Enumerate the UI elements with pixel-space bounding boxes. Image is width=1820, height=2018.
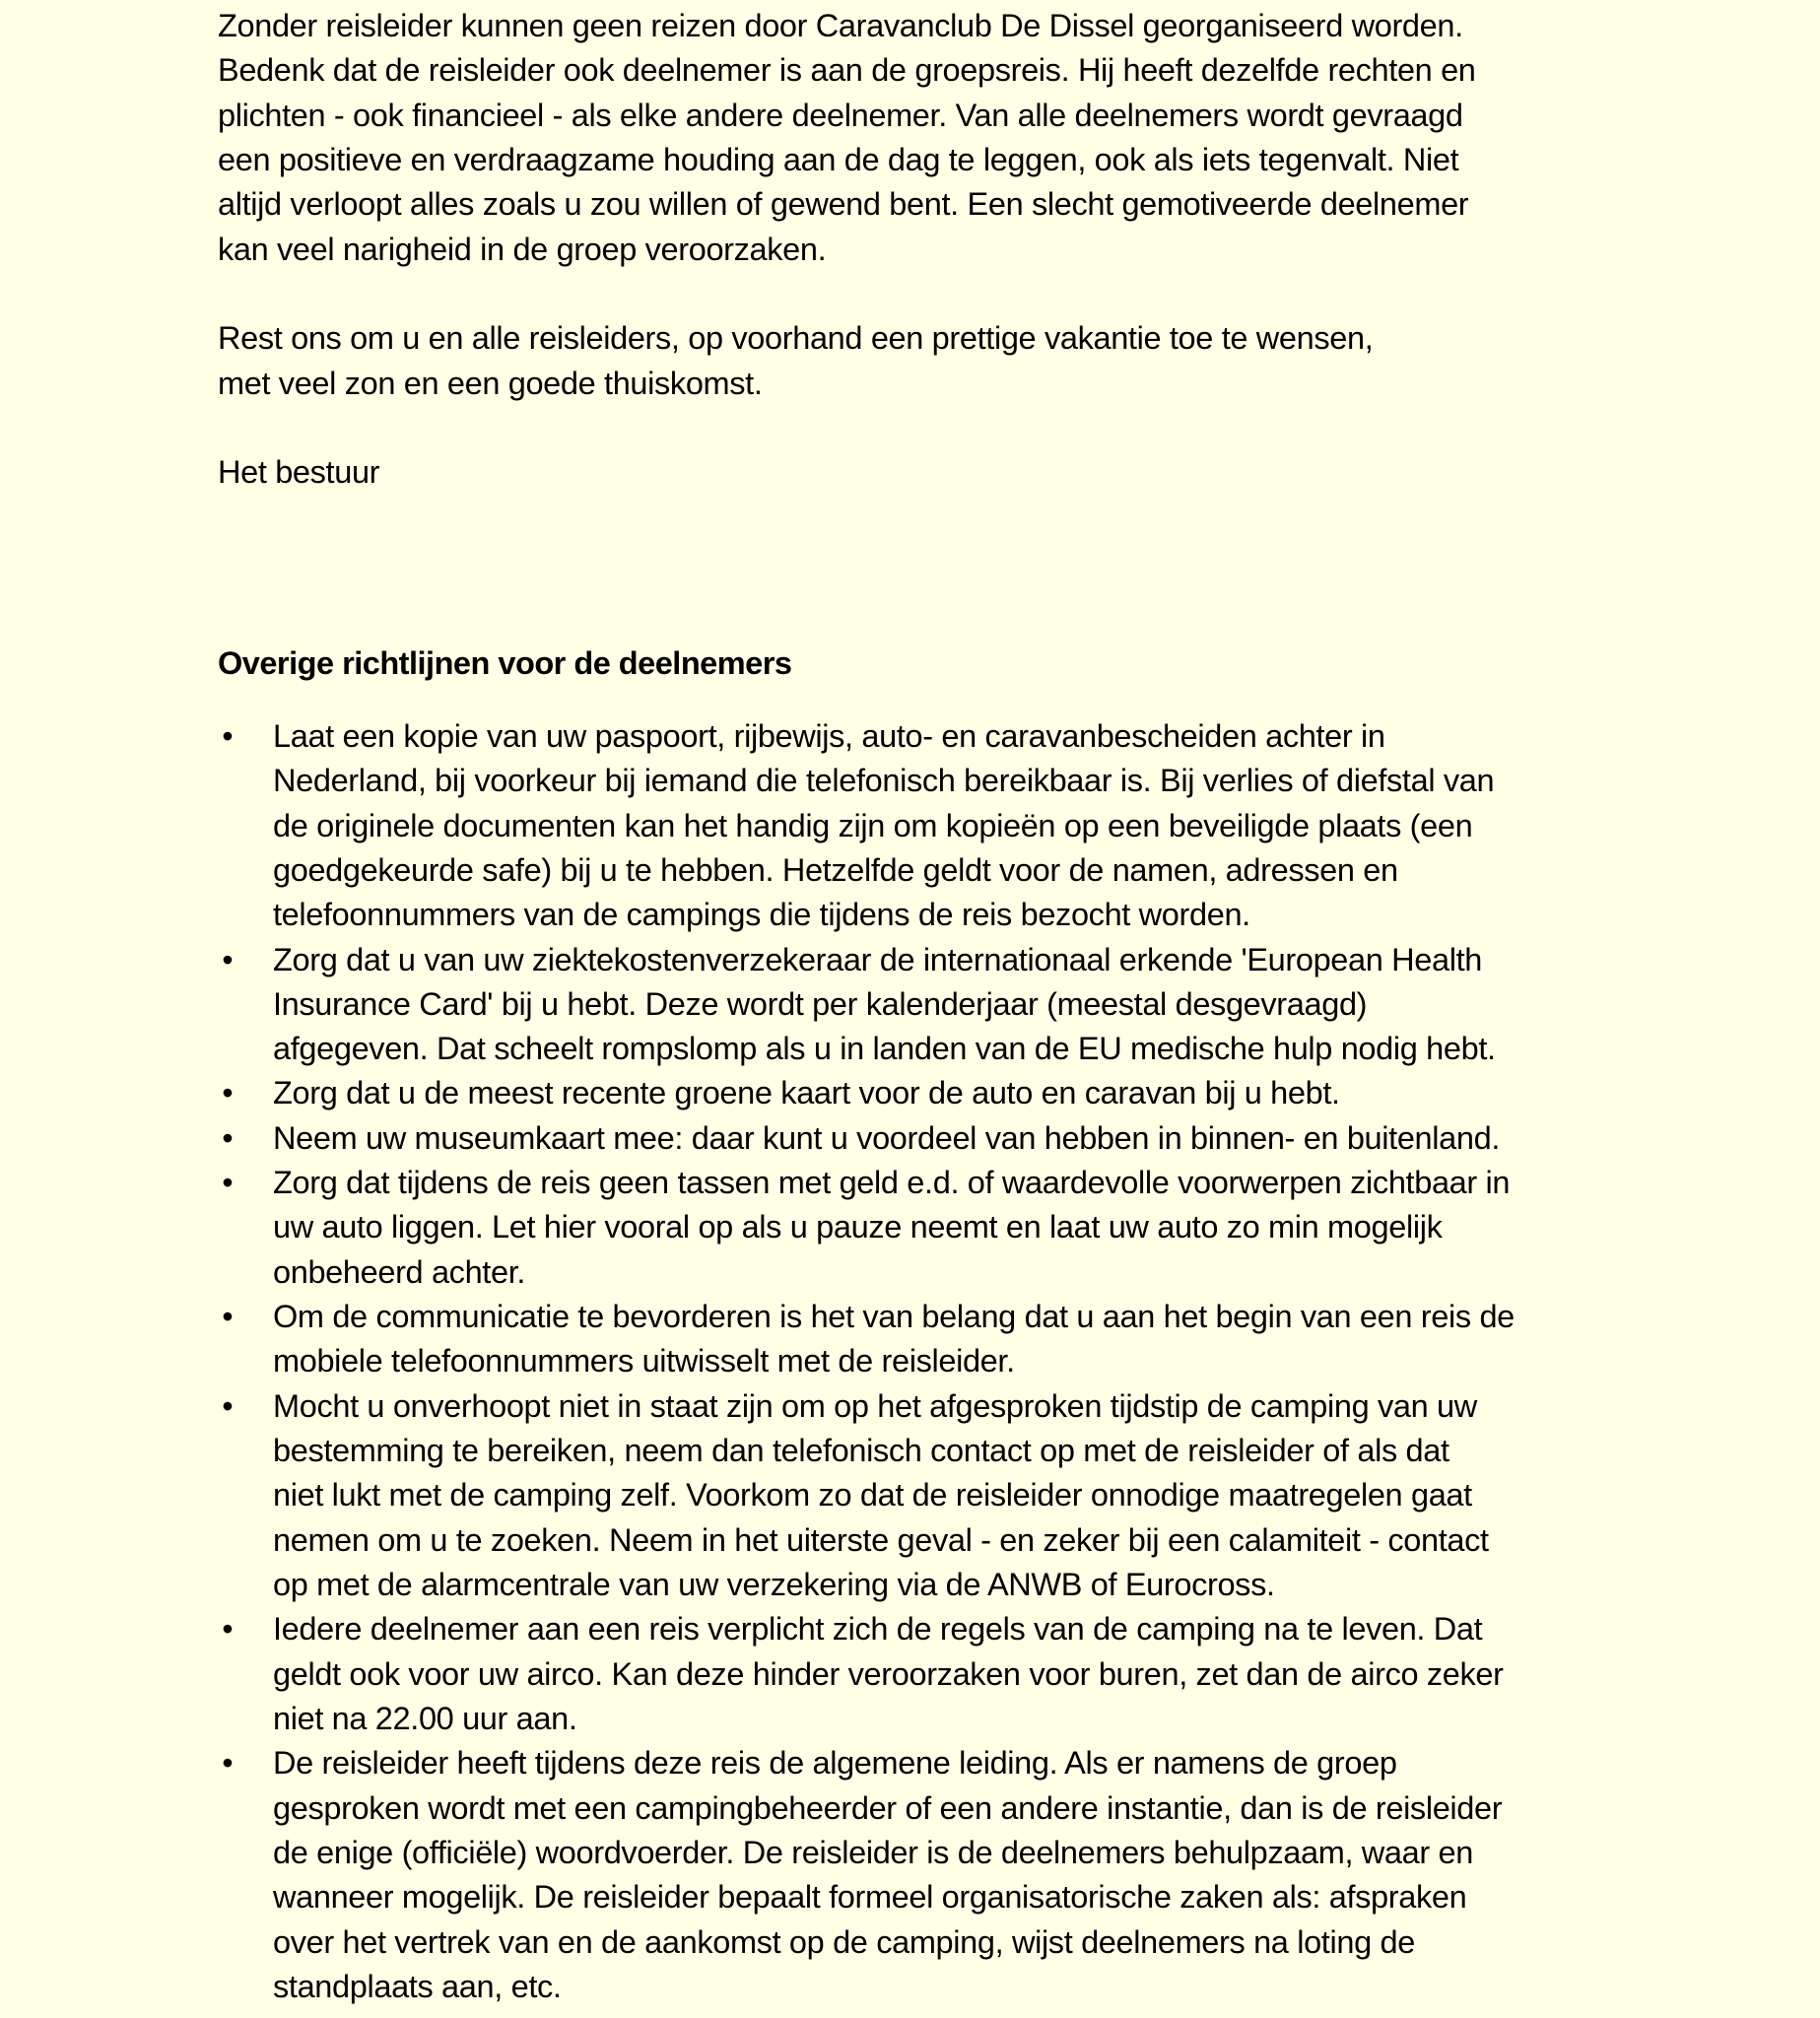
bullet-icon: • [222, 718, 234, 754]
list-item-line: Mocht u onverhoopt niet in staat zijn om op het afgesproken tijdstip de camping van uw [273, 1388, 1477, 1424]
bullet-icon: • [222, 1611, 234, 1647]
list-item-line: Zorg dat u van uw ziektekostenverzekeraar de internationaal erkende 'European Health [273, 942, 1483, 977]
list-item-line: standplaats aan, etc. [273, 1969, 562, 2004]
list-item-line: uw auto liggen. Let hier vooral op als u pauze neemt en laat uw auto zo min mogelijk [273, 1209, 1443, 1244]
list-item-line: niet na 22.00 uur aan. [273, 1701, 577, 1736]
paragraph-line: altijd verloopt alles zoals u zou willen of gewend bent. Een slecht gemotiveerde deelnemer [218, 186, 1469, 222]
list-item-line: wanneer mogelijk. De reisleider bepaalt formeel organisatorische zaken als: afspraken [273, 1879, 1467, 1915]
list-item-line: op met de alarmcentrale van uw verzekering via de ANWB of Eurocross. [273, 1567, 1275, 1602]
paragraph-line: Zonder reisleider kunnen geen reizen door Caravanclub De Dissel georganiseerd worden. [218, 8, 1463, 43]
list-item-line: telefoonnummers van de campings die tijdens de reis bezocht worden. [273, 897, 1250, 932]
list-item-line: bestemming te bereiken, neem dan telefonisch contact op met de reisleider of als dat [273, 1433, 1449, 1468]
paragraph-line: Bedenk dat de reisleider ook deelnemer is aan de groepsreis. Hij heeft dezelfde rechten en [218, 52, 1476, 88]
list-item-line: Laat een kopie van uw paspoort, rijbewijs, auto- en caravanbescheiden achter in [273, 718, 1385, 754]
bullet-icon: • [222, 1388, 234, 1424]
bullet-icon: • [222, 1120, 234, 1156]
list-item-line: de originele documenten kan het handig zijn om kopieën op een beveiligde plaats (een [273, 808, 1473, 843]
bullet-icon: • [222, 1745, 234, 1781]
bullet-icon: • [222, 942, 234, 977]
paragraph-line: Rest ons om u en alle reisleiders, op voorhand een prettige vakantie toe te wensen, [218, 320, 1374, 356]
list-item-line: De reisleider heeft tijdens deze reis de algemene leiding. Als er namens de groep [273, 1745, 1397, 1781]
list-item-line: Neem uw museumkaart mee: daar kunt u voordeel van hebben in binnen- en buitenland. [273, 1120, 1501, 1156]
list-item-line: afgegeven. Dat scheelt rompslomp als u in landen van de EU medische hulp nodig hebt. [273, 1031, 1496, 1066]
paragraph-line: plichten - ook financieel - als elke andere deelnemer. Van alle deelnemers wordt gevraagd [218, 98, 1463, 133]
list-item-line: Om de communicatie te bevorderen is het van belang dat u aan het begin van een reis de [273, 1299, 1515, 1334]
list-item-line: Zorg dat tijdens de reis geen tassen met geld e.d. of waardevolle voorwerpen zichtbaar in [273, 1165, 1511, 1200]
paragraph-line: met veel zon en een goede thuiskomst. [218, 366, 763, 401]
list-item-line: de enige (officiële) woordvoerder. De reisleider is de deelnemers behulpzaam, waar en [273, 1835, 1473, 1870]
bullet-icon: • [222, 1075, 234, 1110]
list-item-line: Zorg dat u de meest recente groene kaart voor de auto en caravan bij u hebt. [273, 1075, 1340, 1110]
signature: Het bestuur [218, 454, 380, 490]
list-item-line: mobiele telefoonnummers uitwisselt met de reisleider. [273, 1343, 1015, 1379]
paragraph-line: kan veel narigheid in de groep veroorzaken. [218, 232, 827, 267]
list-item-line: gesproken wordt met een campingbeheerder of een andere instantie, dan is de reisleider [273, 1790, 1503, 1826]
bullet-icon: • [222, 1165, 234, 1200]
bullet-icon: • [222, 1299, 234, 1334]
list-item-line: niet lukt met de camping zelf. Voorkom zo dat de reisleider onnodige maatregelen gaat [273, 1477, 1472, 1513]
list-item-line: Insurance Card' bij u hebt. Deze wordt per kalenderjaar (meestal desgevraagd) [273, 986, 1368, 1022]
list-item-line: geldt ook voor uw airco. Kan deze hinder veroorzaken voor buren, zet dan de airco zeker [273, 1656, 1504, 1692]
list-item-line: Nederland, bij voorkeur bij iemand die telefonisch bereikbaar is. Bij verlies of diefstal van [273, 763, 1495, 798]
list-item-line: Iedere deelnemer aan een reis verplicht zich de regels van de camping na te leven. Dat [273, 1611, 1483, 1647]
list-item-line: onbeheerd achter. [273, 1254, 526, 1290]
paragraph-line: een positieve en verdraagzame houding aan de dag te leggen, ook als iets tegenvalt. Niet [218, 142, 1459, 177]
section-heading: Overige richtlijnen voor de deelnemers [218, 645, 792, 681]
list-item-line: nemen om u te zoeken. Neem in het uiterste geval - en zeker bij een calamiteit - contact [273, 1522, 1489, 1558]
list-item-line: over het vertrek van en de aankomst op de camping, wijst deelnemers na loting de [273, 1924, 1415, 1960]
list-item-line: goedgekeurde safe) bij u te hebben. Hetzelfde geldt voor de namen, adressen en [273, 852, 1398, 888]
